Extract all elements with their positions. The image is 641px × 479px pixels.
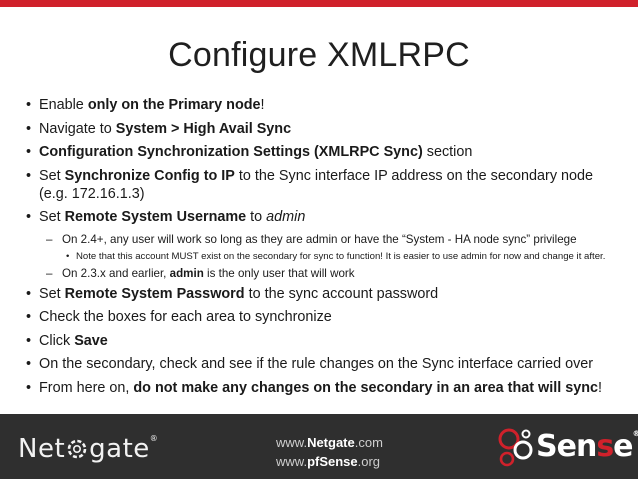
pfsense-wordmark: Sense® [536,429,641,464]
netgate-gear-icon [66,438,88,460]
bullet-icon: • [66,250,70,262]
bullet-navigate: • Navigate to System > High Avail Sync [26,120,292,137]
bullet-remote-password: • Set Remote System Password to the sync account password [26,285,439,302]
bullet-icon: • [26,144,32,160]
slide-title: Configure XMLRPC [168,36,470,74]
slide-content [20,96,625,402]
bullet-sync-ip: • Set Synchronize Config to IP to the Sync interface IP address on the secondary node (e.g. 172.16.1.3) [26,167,594,202]
bullet-icon: • [26,209,32,225]
pfsense-bubbles-icon [496,426,536,468]
bullet-check-secondary: • On the secondary, check and see if the rule changes on the Sync interface carried over [26,356,594,372]
bullet-config-sync-section: • Configuration Synchronization Settings (XMLRPC Sync) section [26,144,473,160]
bullet-check-boxes: • Check the boxes for each area to synchronize [26,309,332,325]
bullet-icon: • [26,309,32,325]
bullet-icon: • [26,379,32,396]
netgate-logo: Net gate® [18,434,159,464]
top-accent-bar [0,0,638,7]
bullet-enable-primary: • Enable only on the Primary node! [26,97,265,113]
footer-links [276,433,383,471]
bullet-icon: • [26,167,32,184]
bullet-icon: • [26,332,32,349]
pfsense-logo [496,426,641,468]
bullet-icon: • [26,356,32,372]
dash-icon: – [46,266,53,280]
sub-sub-bullet-account-note: • Note that this account MUST exist on the secondary for sync to function! It is easier to use admin for now and change it after. [66,250,606,262]
dash-icon: – [46,232,53,246]
bullet-click-save: • Click Save [26,332,108,349]
sub-bullet-23-admin-only: – On 2.3.x and earlier, admin is the only user that will work [46,266,355,280]
footer [0,414,641,479]
bullet-icon: • [26,120,32,137]
netgate-url[interactable]: www.Netgate.com [276,435,383,450]
bullet-no-changes-warning: • From here on, do not make any changes on the secondary in an area that will sync! [26,379,603,396]
pfsense-url[interactable]: www.pfSense.org [276,454,381,469]
bullet-remote-username: • Set Remote System Username to admin [26,209,306,225]
bullet-icon: • [26,97,32,113]
sub-bullet-24-any-user: – On 2.4+, any user will work so long as they are admin or have the “System - HA node sync” privilege [46,232,577,246]
bullet-icon: • [26,285,32,302]
